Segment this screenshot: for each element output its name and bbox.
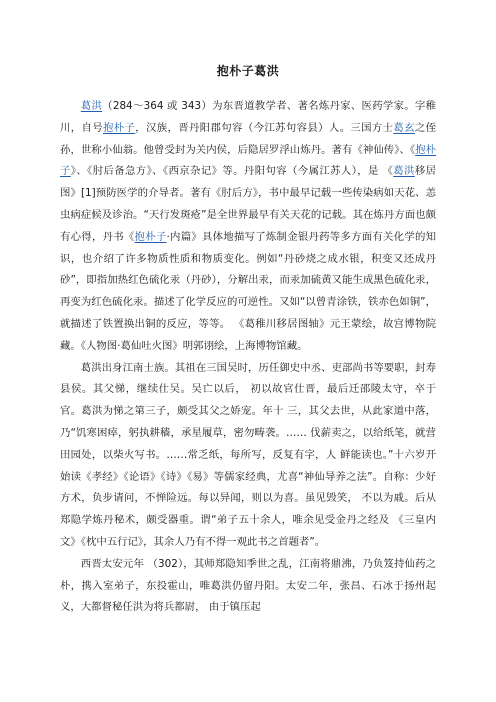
paragraph-text: （284～364 或 343）为东晋道教学者、著名炼丹家、医药学家。字稚川，自号: [60, 100, 436, 134]
entry-link[interactable]: 抱朴子: [103, 121, 136, 134]
entry-link[interactable]: 葛洪: [393, 165, 415, 178]
paragraph: [60, 96, 436, 358]
paragraph: [60, 358, 436, 554]
document-page: [60, 62, 436, 619]
entry-link[interactable]: 抱朴子: [134, 230, 167, 243]
paragraph-text: 移居图》[1]预防医学的介导者。著有《肘后方》，书中最早记载一些传染病如天花、恙虫病症候及诊治。“天行发斑疮”是全世界最早有关天花的记载。其在炼丹方面也颇有心得，丹书《: [60, 165, 437, 243]
paragraph: [60, 554, 436, 619]
article-body: [60, 96, 436, 619]
page-title: 抱朴子葛洪: [216, 64, 280, 78]
entry-link[interactable]: 抱朴子: [60, 143, 436, 178]
paragraph-text: 葛洪出身江南士族。其祖在三国吴时，历任御史中丞、吏部尚书等要职，封寿县侯。其父悌，继续仕吴。吴亡以后， 初以故官仕晋，最后迁邵陵太守，卒于官。葛洪为悌之第三子，颇受其父之娇宠。年十 三，其父去世，从此家道中落，乃“饥寒困瘁，躬执耕穑，承星履草，密勿畴袭。…… 伐薪卖之，以给纸笔，就营田园处，以柴火写书。……常乏纸，每所写，反复有字，人 鲜能读也。”十六岁开始读《孝经》《论语》《诗》《易》等儒家经典，尤喜“神仙导养之法”。自称：少好方术，负步请问，不惮险远。每以异闻，则以为喜。虽见毁笑， 不以为戚。后从郑隐学炼丹秘术，颇受器重。谓“弟子五十余人，唯余见受金丹之经及 《三皇内文》《枕中五行记》，其余人乃有不得一观此书之首题者”。: [60, 361, 436, 548]
entry-link[interactable]: 葛玄: [393, 121, 415, 134]
paragraph-text: 西晋太安元年 （302），其师郑隐知季世之乱，江南将鼎沸，乃负笈持仙药之朴，携入室弟子，东投霍山，唯葛洪仍留丹阳。太安二年，张昌、石冰于扬州起义，大都督秘任洪为将兵都尉， 由于镇压起: [60, 557, 436, 614]
entry-link[interactable]: 葛洪: [80, 100, 103, 112]
paragraph-text: ·内篇》具体地描写了炼制金银丹药等多方面有关化学的知识，也介绍了许多物质性质和物质变化。例如“丹砂烧之成水银，积变又还成丹砂”，即指加热红色硫化汞（丹砂），分解出汞，而汞加硫黄又能生成黑色硫化汞，再变为红色硫化汞。描述了化学反应的可逆性。又如“以曾青涂铁，铁赤色如铜”，就描述了铁置换出铜的反应，等等。 《葛稚川移居图轴》元王蒙绘，故宫博物院藏。《人物图·葛仙吐火图》明郭诩绘，上海博物馆藏。: [60, 230, 437, 352]
paragraph-text: 》、《肘后备急方》、《西京杂记》等。丹阳句容（今属江苏人），是 《: [70, 165, 394, 178]
paragraph-text: ，汉族，晋丹阳郡句容（今江苏句容县）人。三国方士: [135, 121, 394, 134]
paragraph-text: 之侄孙，世称小仙翁。他曾受封为关内侯，后隐居罗浮山炼丹。著有《神仙传》、《: [60, 121, 437, 156]
